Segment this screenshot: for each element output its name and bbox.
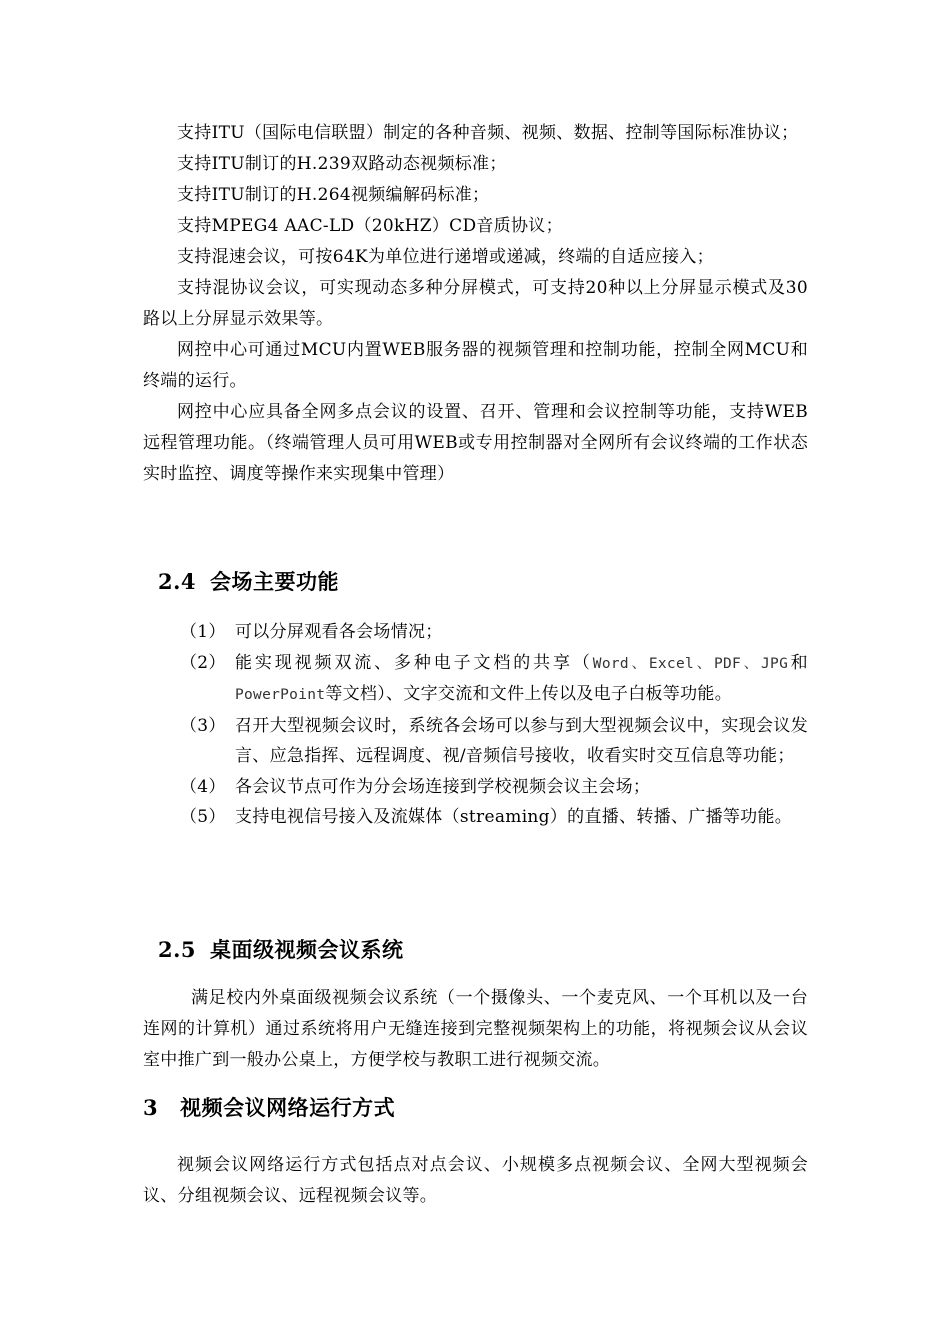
list-item-number: （2）	[180, 652, 226, 673]
section-3-body	[143, 1150, 808, 1212]
list-item	[180, 617, 808, 648]
intro-paragraph: 网控中心应具备全网多点会议的设置、召开、管理和会议控制等功能，支持WEB远程管理功能。（终端管理人员可用WEB或专用控制器对全网所有会议终端的工作状态实时监控、调度等操作来实现集中管理）	[143, 402, 808, 484]
section-2-5-heading	[158, 935, 404, 965]
list-item-filetypes: Word、Excel、PDF、JPG	[592, 655, 789, 672]
list-item-number: （1）	[180, 622, 226, 642]
section-number: 3	[143, 1095, 159, 1120]
list-item-number: （5）	[180, 807, 226, 827]
list-item-text: 能实现视频双流、多种电子文档的共享（	[235, 652, 593, 673]
list-item-filetype: PowerPoint	[235, 687, 326, 703]
section-title: 桌面级视频会议系统	[210, 937, 404, 962]
intro-paragraph: 支持ITU（国际电信联盟）制定的各种音频、视频、数据、控制等国际标准协议；	[177, 123, 799, 143]
list-item-text: 支持电视信号接入及流媒体（streaming）的直播、转播、广播等功能。	[235, 807, 793, 827]
list-item-number: （4）	[180, 776, 226, 797]
list-item	[180, 772, 808, 803]
list-item-text: 召开大型视频会议时，系统各会场可以参与到大型视频会议中，实现会议发言、应急指挥、远程调度、视/音频信号接收，收看实时交互信息等功能；	[235, 715, 808, 766]
section-number: 2.4	[158, 569, 197, 594]
list-item-text: 可以分屏观看各会场情况；	[235, 622, 443, 642]
section-2-4-heading	[158, 567, 339, 597]
intro-block	[143, 118, 808, 490]
intro-paragraph: 支持ITU制订的H.264视频编解码标准；	[177, 185, 490, 205]
section-title: 视频会议网络运行方式	[180, 1095, 396, 1120]
list-item	[180, 711, 808, 772]
section-3-paragraph: 视频会议网络运行方式包括点对点会议、小规模多点视频会议、全网大型视频会议、分组视频会议、远程视频会议等。	[143, 1155, 808, 1206]
intro-paragraph: 网控中心可通过MCU内置WEB服务器的视频管理和控制功能，控制全网MCU和终端的运行。	[143, 340, 808, 391]
intro-paragraph: 支持ITU制订的H.239双路动态视频标准；	[177, 154, 507, 174]
section-2-5-body	[143, 983, 808, 1076]
intro-paragraph: 支持混协议会议，可实现动态多种分屏模式，可支持20种以上分屏显示模式及30路以上分屏显示效果等。	[143, 278, 808, 329]
list-item	[180, 802, 808, 833]
section-3-heading	[143, 1093, 395, 1123]
intro-paragraph: 支持MPEG4 AAC-LD（20kHZ）CD音质协议；	[177, 216, 563, 236]
section-title: 会场主要功能	[210, 569, 340, 594]
list-item	[180, 648, 808, 711]
section-number: 2.5	[158, 937, 197, 962]
list-item-text: 等文档）、文字交流和文件上传以及电子白板等功能。	[325, 684, 733, 704]
section-2-4-list	[180, 617, 808, 833]
intro-paragraph: 支持混速会议，可按64K为单位进行递增或递减，终端的自适应接入；	[177, 247, 714, 267]
list-item-text: 各会议节点可作为分会场连接到学校视频会议主会场；	[235, 776, 651, 797]
list-item-number: （3）	[180, 715, 226, 736]
list-item-text: 和	[788, 652, 808, 673]
section-2-5-paragraph: 满足校内外桌面级视频会议系统（一个摄像头、一个麦克风、一个耳机以及一台连网的计算机）通过系统将用户无缝连接到完整视频架构上的功能，将视频会议从会议室中推广到一般办公桌上，方便学校与教职工进行视频交流。	[143, 988, 808, 1070]
